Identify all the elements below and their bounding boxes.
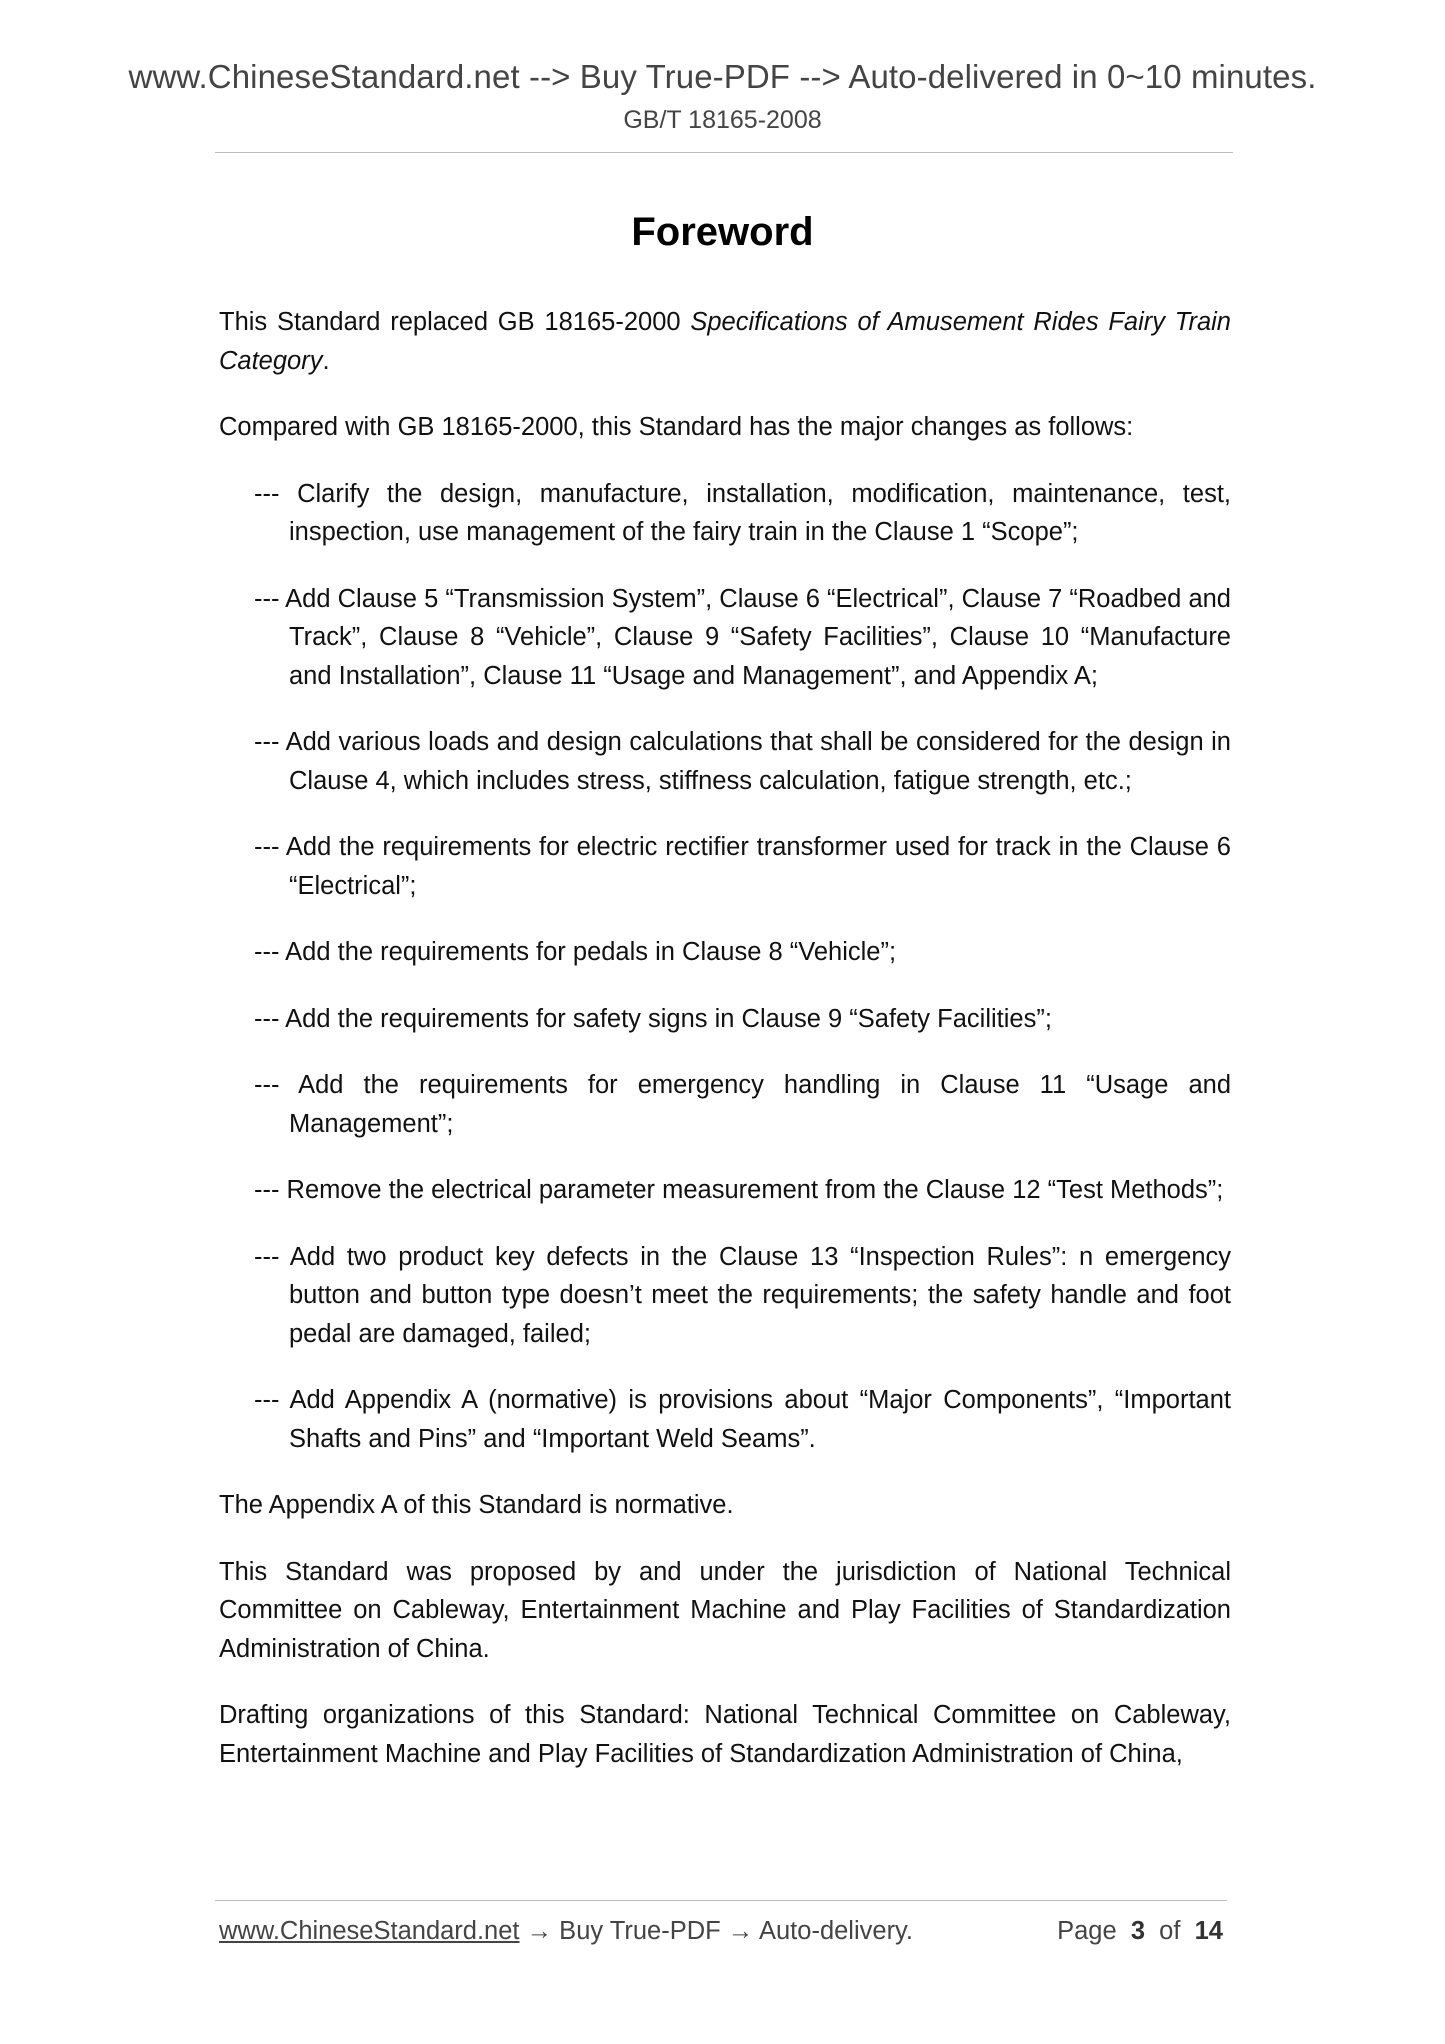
drafting-organizations-paragraph: Drafting organizations of this Standard: National Technical Committee on Cableway, Entertainment Machine and Play Facilities of Standardization Administration of China, xyxy=(219,1701,1231,1768)
appendix-note-paragraph: The Appendix A of this Standard is normative. xyxy=(219,1491,734,1519)
header-site-banner: www.ChineseStandard.net --> Buy True-PDF --> Auto-delivered in 0~10 minutes. xyxy=(128,58,1317,95)
of-label: of xyxy=(1159,1917,1181,1945)
change-item: --- Add the requirements for safety signs in Clause 9 “Safety Facilities”; xyxy=(254,1004,1052,1033)
change-item: --- Add the requirements for emergency handling in Clause 11 “Usage and Management”; xyxy=(254,1071,1231,1138)
change-item: --- Add the requirements for electric rectifier transformer used for track in the Clause 6 “Electrical”; xyxy=(254,833,1231,900)
current-page-number: 3 xyxy=(1130,1917,1145,1945)
intro-end: . xyxy=(322,346,330,375)
change-item: --- Add the requirements for pedals in Clause 8 “Vehicle”; xyxy=(254,938,897,966)
footer-delivery-text: → Buy True-PDF → Auto-delivery. xyxy=(519,1917,913,1945)
page-title: Foreword xyxy=(631,210,814,254)
footer-divider xyxy=(215,1900,1227,1901)
change-item: --- Remove the electrical parameter measurement from the Clause 12 “Test Methods”; xyxy=(254,1176,1224,1204)
intro-text: This Standard replaced GB 18165-2000 xyxy=(219,308,691,336)
replaced-standard-title: Specifications of Amusement Rides Fairy Train Category xyxy=(219,308,1231,375)
page-label: Page xyxy=(1057,1917,1117,1945)
intro-paragraph xyxy=(219,303,1231,380)
total-pages: 14 xyxy=(1194,1917,1223,1945)
footer-left xyxy=(219,1917,913,1946)
footer-site-link[interactable]: www.ChineseStandard.net xyxy=(219,1917,520,1945)
header-standard-number: GB/T 18165-2008 xyxy=(623,106,822,134)
changes-intro-paragraph: Compared with GB 18165-2000, this Standard has the major changes as follows: xyxy=(219,413,1134,441)
document-body xyxy=(219,303,1231,1801)
page-indicator xyxy=(1057,1917,1223,1946)
change-item: --- Add various loads and design calculations that shall be considered for the design in Clause 4, which includes stress, stiffness calculation, fatigue strength, etc.; xyxy=(254,728,1231,795)
change-item: --- Add Appendix A (normative) is provisions about “Major Components”, “Important Shafts and Pins” and “Important Weld Seams”. xyxy=(254,1386,1231,1453)
proposer-paragraph: This Standard was proposed by and under the jurisdiction of National Technical Committee on Cableway, Entertainment Machine and Play Facilities of Standardization Administration of China. xyxy=(219,1557,1231,1663)
change-item: --- Add Clause 5 “Transmission System”, Clause 6 “Electrical”, Clause 7 “Roadbed and Track”, Clause 8 “Vehicle”, Clause 9 “Safety Facilities”, Clause 10 “Manufacture and Installation”, Clause 11 “Usage and Management”, and Appendix A; xyxy=(254,584,1231,690)
change-item: --- Add two product key defects in the Clause 13 “Inspection Rules”: n emergency button and button type doesn’t meet the requirements; the safety handle and foot pedal are damaged, failed; xyxy=(254,1242,1231,1348)
header-divider xyxy=(215,152,1233,153)
change-item: --- Clarify the design, manufacture, installation, modification, maintenance, test, inspection, use management of the fairy train in the Clause 1 “Scope”; xyxy=(254,479,1231,546)
